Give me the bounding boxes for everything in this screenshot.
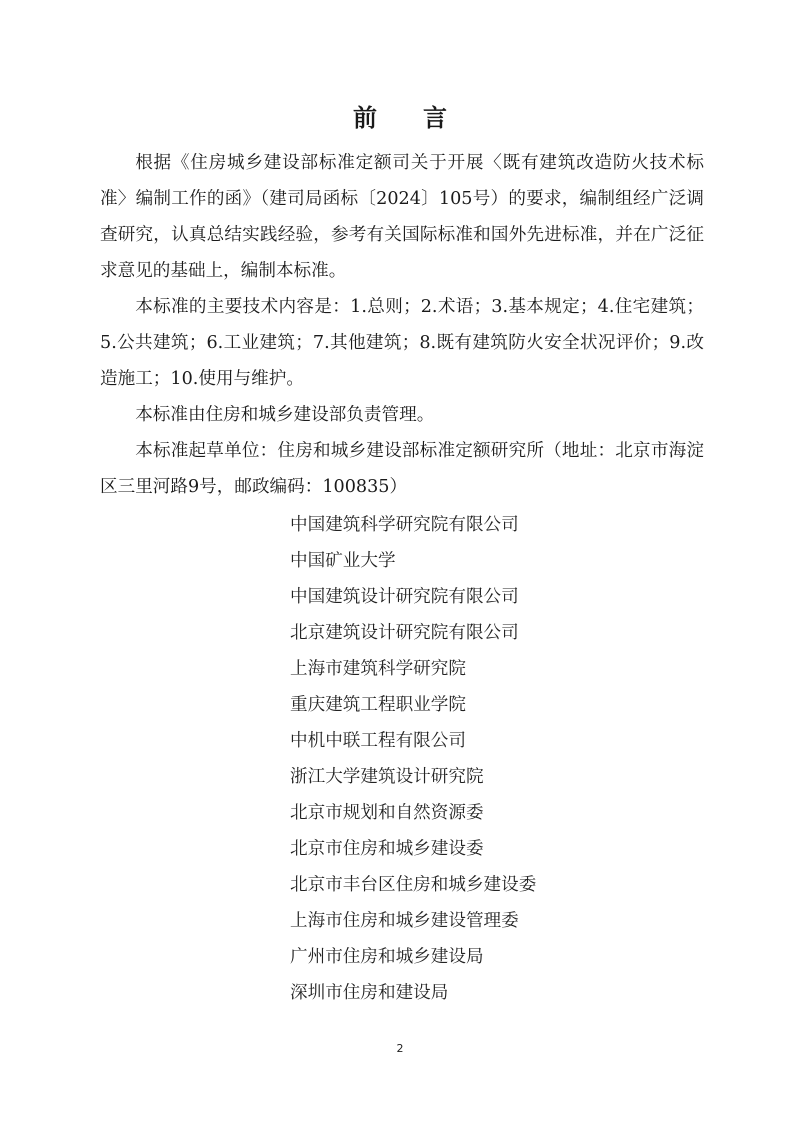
paragraph-basis: 根据《住房城乡建设部标准定额司关于开展〈既有建筑改造防火技术标准〉编制工作的函》（建司局函标〔2024〕105号）的要求，编制组经广泛调查研究，认真总结实践经验，参考有关国际标准和国外先进标准，并在广泛征求意见的基础上，编制本标准。 xyxy=(100,153,704,281)
list-item: 中国矿业大学 xyxy=(290,551,396,571)
list-item: 浙江大学建筑设计研究院 xyxy=(290,767,484,787)
drafting-units-list xyxy=(290,507,536,1011)
list-item: 北京市丰台区住房和城乡建设委 xyxy=(290,875,537,895)
list-item: 上海市住房和城乡建设管理委 xyxy=(290,911,519,931)
preface-body xyxy=(100,145,704,505)
paragraph-management: 本标准由住房和城乡建设部负责管理。 xyxy=(135,405,435,425)
list-item: 重庆建筑工程职业学院 xyxy=(290,695,466,715)
page-title: 前言 xyxy=(353,104,493,132)
list-item: 深圳市住房和建设局 xyxy=(290,983,449,1003)
paragraph-main-contents: 本标准的主要技术内容是：1.总则；2.术语；3.基本规定；4.住宅建筑；5.公共建筑；6.工业建筑；7.其他建筑；8.既有建筑防火安全状况评价；9.改造施工；10.使用与维护。 xyxy=(100,297,704,389)
list-item: 上海市建筑科学研究院 xyxy=(290,659,466,679)
list-item: 中机中联工程有限公司 xyxy=(290,731,466,751)
paragraph-drafting-unit: 本标准起草单位：住房和城乡建设部标准定额研究所（地址：北京市海淀区三里河路9号，邮政编码：100835） xyxy=(100,441,704,497)
list-item: 中国建筑科学研究院有限公司 xyxy=(290,515,519,535)
list-item: 北京建筑设计研究院有限公司 xyxy=(290,623,519,643)
page-number: 2 xyxy=(396,1042,404,1055)
list-item: 北京市住房和城乡建设委 xyxy=(290,839,484,859)
list-item: 北京市规划和自然资源委 xyxy=(290,803,484,823)
list-item: 广州市住房和城乡建设局 xyxy=(290,947,484,967)
list-item: 中国建筑设计研究院有限公司 xyxy=(290,587,519,607)
